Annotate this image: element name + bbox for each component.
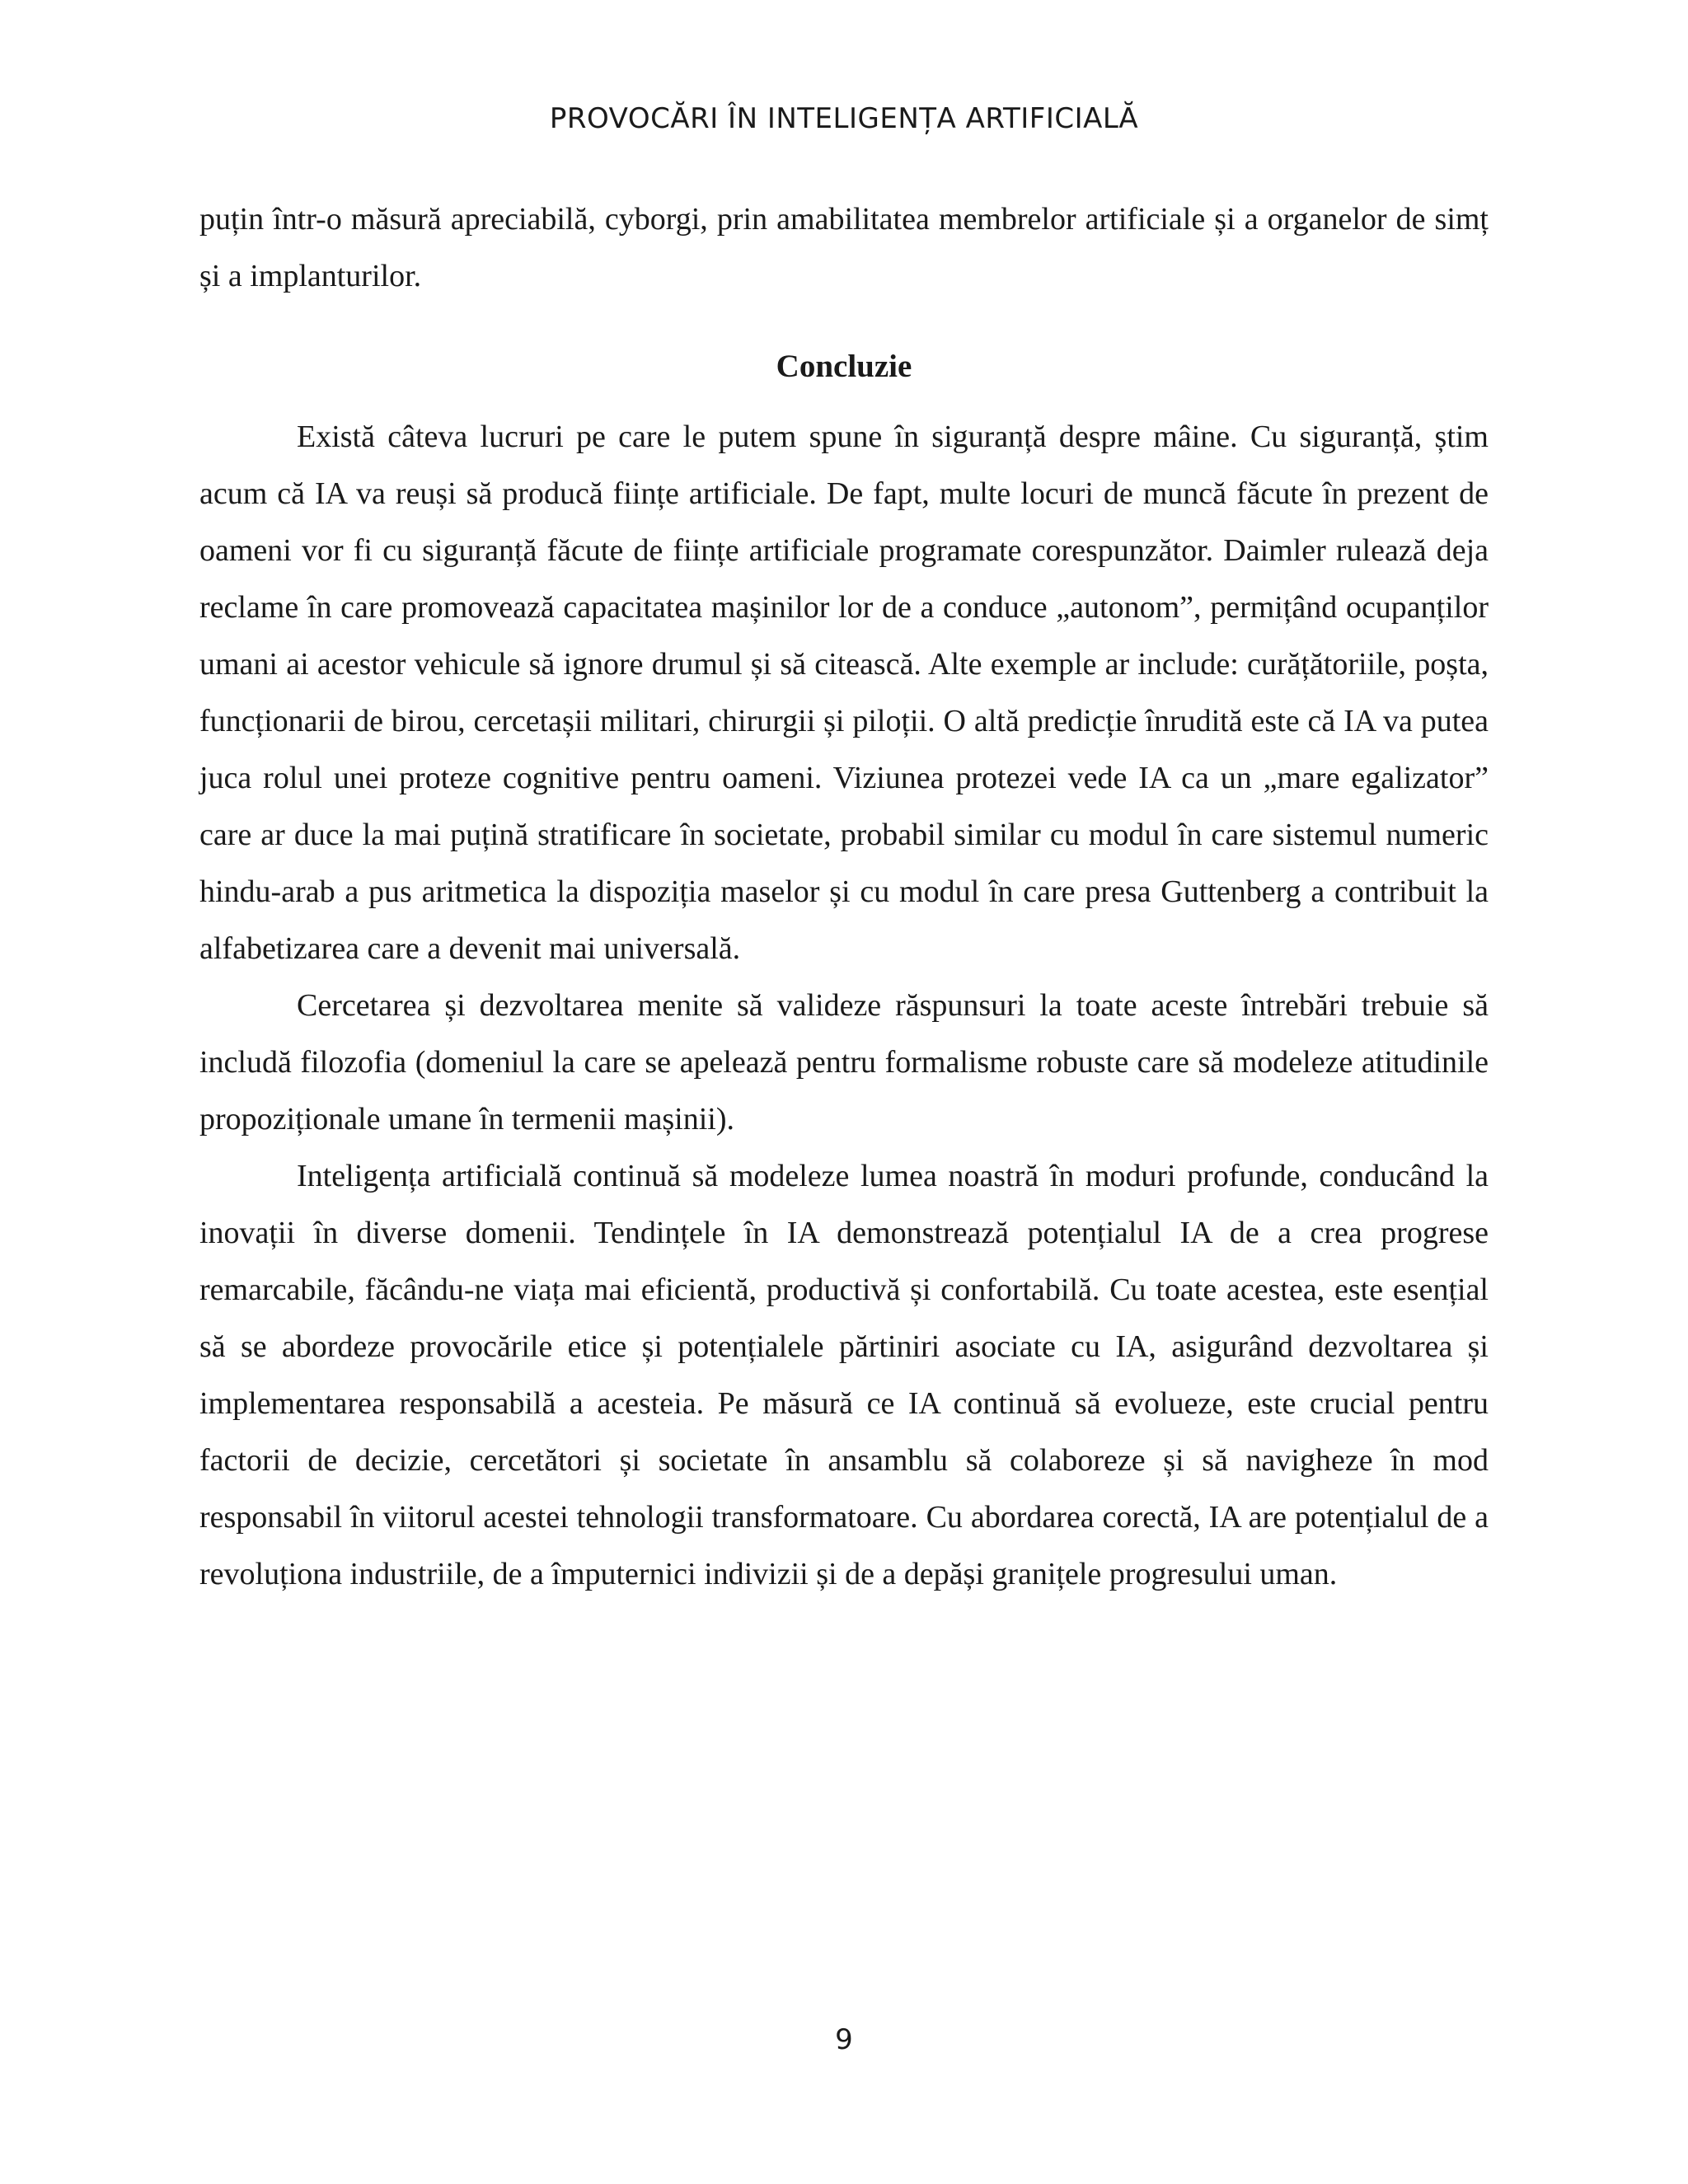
body-paragraph: Cercetarea și dezvoltarea menite să valideze răspunsuri la toate aceste întrebări trebuie să includă filozofia (domeniul la care se apelează pentru formalisme robuste care să modeleze atitudinile propoziționale umane în termenii mașinii). <box>199 988 1489 1137</box>
body-paragraph: Există câteva lucruri pe care le putem spune în siguranță despre mâine. Cu siguranță, știm acum că IA va reuși să producă ființe artificiale. De fapt, multe locuri de muncă făcute în prezent de oameni vor fi cu siguranță făcute de ființe artificiale programate corespunzător. Daimler rulează deja reclame în care promovează capacitatea mașinilor lor de a conduce „autonom”, permițând ocupanților umani ai acestor vehicule să ignore drumul și să citească. Alte exemple ar include: curățătoriile, poșta, funcționarii de birou, cercetașii militari, chirurgii și piloții. O altă predicție înrudită este că IA va putea juca rolul unei proteze cognitive pentru oameni. Viziunea protezei vede IA ca un „mare egalizator” care ar duce la mai puțină stratificare în societate, probabil similar cu modul în care sistemul numeric hindu-arab a pus aritmetica la dispoziția maselor și cu modul în care presa Guttenberg a contribuit la alfabetizarea care a devenit mai universală. <box>199 419 1489 966</box>
page-body <box>199 191 1489 1603</box>
body-paragraph: Inteligența artificială continuă să modeleze lumea noastră în moduri profunde, conducând la inovații în diverse domenii. Tendințele în IA demonstrează potențialul IA de a crea progrese remarcabile, făcându-ne viața mai eficientă, productivă și confortabilă. Cu toate acestea, este esențial să se abordeze provocările etice și potențialele părtiniri asociate cu IA, asigurând dezvoltarea și implementarea responsabilă a acesteia. Pe măsură ce IA continuă să evolueze, este crucial pentru factorii de decizie, cercetători și societate în ansamblu să colaboreze și să navigheze în mod responsabil în viitorul acestei tehnologii transformatoare. Cu abordarea corectă, IA are potențialul de a revoluționa industriile, de a împuternici indivizii și de a depăși granițele progresului uman. <box>199 1159 1489 1591</box>
continuation-paragraph: puțin într-o măsură apreciabilă, cyborgi, prin amabilitatea membrelor artificiale și a organelor de simț și a implanturilor. <box>199 202 1489 293</box>
section-heading: Concluzie <box>776 349 912 384</box>
page-number: 9 <box>835 2023 853 2056</box>
running-header: PROVOCĂRI ÎN INTELIGENȚA ARTIFICIALĂ <box>549 102 1139 135</box>
